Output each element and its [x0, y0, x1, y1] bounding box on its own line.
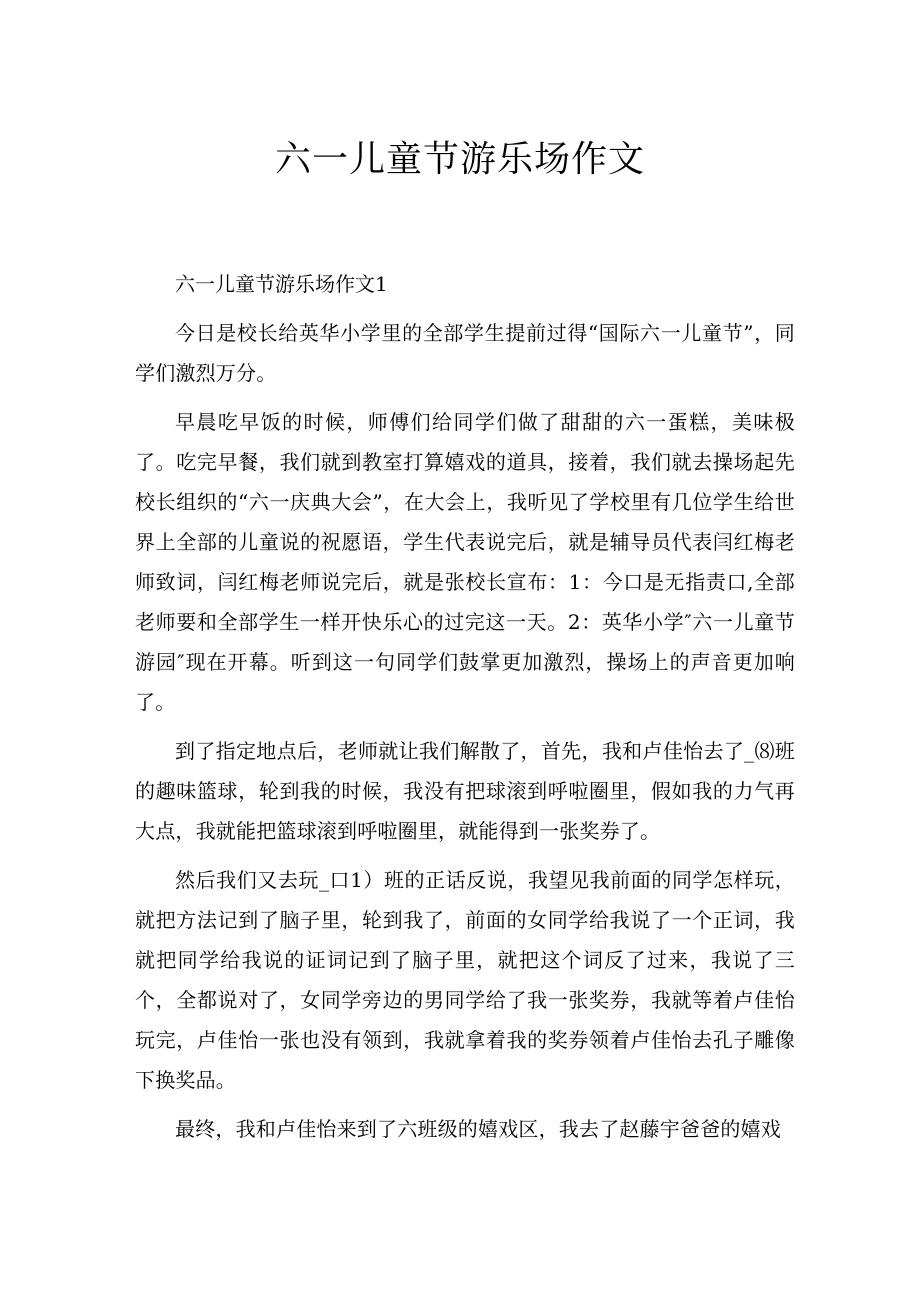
paragraph-1: 今日是校长给英华小学里的全部学生提前过得“国际六一儿童节”，同学们激烈万分。: [135, 321, 795, 385]
paragraph-2: 早晨吃早饭的时候，师傅们给同学们做了甜甜的六一蛋糕，美味极了。吃完早餐，我们就到教室打算嬉戏的道具，接着，我们就去操场起先校长组织的“六一庆典大会”，在大会上，我听见了学校里有几位学生给世界上全部的儿童说的祝愿语，学生代表说完后，就是辅导员代表闫红梅老师致词，闫红梅老师说完后，就是张校长宣布：1：今口是无指责口,全部老师要和全部学生一样开快乐心的过完这一天。2：英华小学″六一儿童节游园″现在开幕。听到这一句同学们鼓掌更加激烈，操场上的声音更加响了。: [135, 410, 795, 714]
document-title: 六一儿童节游乐场作文: [274, 139, 645, 180]
document-body: [135, 264, 795, 1158]
paragraph-4: 然后我们又去玩_口1）班的正话反说，我望见我前面的同学怎样玩，就把方法记到了脑子里，轮到我了，前面的女同学给我说了一个正词，我就把同学给我说的证词记到了脑子里，就把这个词反了过来，我说了三个，全都说对了，女同学旁边的男同学给了我一张奖券，我就等着卢佳怡玩完，卢佳怡一张也没有领到，我就拿着我的奖券领着卢佳怡去孔子雕像下换奖品。: [135, 868, 795, 1092]
paragraph-5: 最终，我和卢佳怡来到了六班级的嬉戏区，我去了赵藤宇爸爸的嬉戏: [175, 1117, 781, 1141]
essay-subtitle: 六一儿童节游乐场作文1: [175, 272, 388, 296]
paragraph-3: 到了指定地点后，老师就让我们解散了，首先，我和卢佳怡去了_⑻班的趣味篮球，轮到我的时候，我没有把球滚到呼啦圈里，假如我的力气再大点，我就能把篮球滚到呼啦圈里，就能得到一张奖券了。: [135, 739, 795, 843]
